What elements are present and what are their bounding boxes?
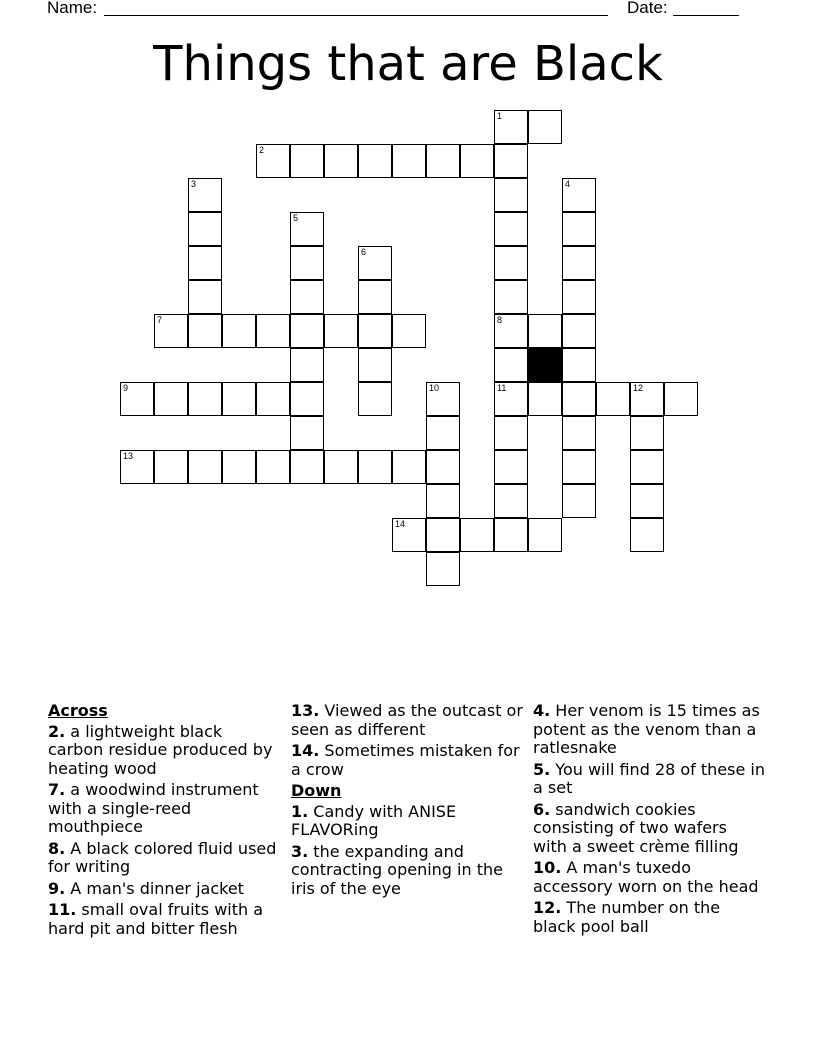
cell-number: 8: [497, 315, 503, 325]
clue-item: [533, 859, 765, 896]
grid-cell[interactable]: [188, 246, 222, 280]
grid-cell[interactable]: [154, 450, 188, 484]
grid-cell[interactable]: [562, 416, 596, 450]
grid-cell[interactable]: [630, 484, 664, 518]
grid-cell[interactable]: [222, 382, 256, 416]
grid-cell[interactable]: [324, 314, 358, 348]
cell-number: 3: [191, 179, 197, 189]
grid-cell[interactable]: [324, 144, 358, 178]
grid-cell[interactable]: [358, 314, 392, 348]
grid-cell[interactable]: [664, 382, 698, 416]
grid-cell[interactable]: [290, 314, 324, 348]
clue-text: a lightweight black carbon residue produced by heating wood: [48, 721, 273, 778]
cell-number: 11: [497, 383, 507, 393]
clue-number: 7.: [48, 780, 66, 799]
clue-number: 1.: [291, 801, 309, 821]
black-cell: [528, 348, 562, 382]
grid-cell[interactable]: [358, 280, 392, 314]
grid-cell[interactable]: [426, 144, 460, 178]
clue-item: [48, 880, 278, 899]
clue-item: [533, 702, 765, 758]
grid-cell[interactable]: [494, 212, 528, 246]
clue-item: [291, 702, 523, 739]
grid-cell[interactable]: [154, 314, 188, 348]
grid-cell[interactable]: [426, 382, 460, 416]
grid-cell[interactable]: [596, 382, 630, 416]
clue-number: 10.: [533, 858, 562, 877]
clue-number: 2.: [48, 721, 66, 741]
clue-text: a woodwind instrument with a single-reed mouthpiece: [48, 780, 259, 836]
grid-cell[interactable]: [358, 144, 392, 178]
grid-cell[interactable]: [562, 246, 596, 280]
clue-item: [533, 899, 765, 936]
grid-cell[interactable]: [494, 518, 528, 552]
name-label: Name:: [47, 0, 98, 17]
cell-number: 10: [429, 383, 440, 393]
clue-text: sandwich cookies consisting of two wafers with a sweet crème filling: [533, 799, 739, 856]
cell-number: 13: [123, 451, 134, 461]
grid-cell[interactable]: [290, 450, 324, 484]
grid-cell[interactable]: [494, 450, 528, 484]
grid-cell[interactable]: [426, 416, 460, 450]
grid-cell[interactable]: [290, 144, 324, 178]
clue-item: [48, 723, 278, 779]
grid-cell[interactable]: [562, 348, 596, 382]
down-clue-list: [291, 803, 523, 899]
clue-text: A man's dinner jacket: [65, 878, 244, 898]
grid-cell[interactable]: [528, 110, 562, 144]
clue-text: A black colored fluid used for writing: [48, 838, 277, 876]
grid-cell[interactable]: [562, 280, 596, 314]
grid-cell[interactable]: [392, 518, 426, 552]
grid-cell[interactable]: [120, 450, 154, 484]
grid-cell[interactable]: [188, 212, 222, 246]
grid-cell[interactable]: [426, 450, 460, 484]
grid-cell[interactable]: [188, 382, 222, 416]
clue-item: [48, 781, 278, 837]
grid-cell[interactable]: [494, 110, 528, 144]
grid-cell[interactable]: [630, 450, 664, 484]
grid-cell[interactable]: [528, 382, 562, 416]
grid-cell[interactable]: [562, 450, 596, 484]
date-label: Date:: [627, 0, 668, 17]
grid-cell[interactable]: [494, 348, 528, 382]
grid-cell[interactable]: [358, 246, 392, 280]
grid-cell[interactable]: [460, 518, 494, 552]
grid-cell[interactable]: [494, 280, 528, 314]
clue-number: 13.: [291, 701, 320, 720]
grid-cell[interactable]: [460, 144, 494, 178]
down-clue-list-continued: [533, 702, 765, 936]
grid-cell[interactable]: [256, 314, 290, 348]
grid-cell[interactable]: [358, 382, 392, 416]
grid-cell[interactable]: [392, 314, 426, 348]
grid-cell[interactable]: [494, 144, 528, 178]
across-heading: Across: [48, 701, 108, 720]
cell-number: 4: [565, 179, 571, 189]
grid-cell[interactable]: [562, 212, 596, 246]
grid-cell[interactable]: [630, 518, 664, 552]
clue-text: the expanding and contracting opening in the iris of the eye: [291, 841, 503, 898]
grid-cell[interactable]: [392, 144, 426, 178]
clue-number: 4.: [533, 701, 551, 720]
grid-cell[interactable]: [188, 178, 222, 212]
grid-cell[interactable]: [188, 450, 222, 484]
clue-column-3: [533, 702, 765, 939]
grid-cell[interactable]: [392, 450, 426, 484]
clue-item: [533, 761, 765, 798]
grid-cell[interactable]: [562, 382, 596, 416]
clue-number: 6.: [533, 799, 551, 819]
grid-cell[interactable]: [256, 144, 290, 178]
grid-cell[interactable]: [120, 382, 154, 416]
grid-cell[interactable]: [290, 212, 324, 246]
clue-number: 11.: [48, 900, 77, 919]
grid-cell[interactable]: [290, 280, 324, 314]
grid-cell[interactable]: [256, 450, 290, 484]
grid-cell[interactable]: [562, 178, 596, 212]
grid-cell[interactable]: [494, 246, 528, 280]
grid-cell[interactable]: [290, 382, 324, 416]
grid-cell[interactable]: [256, 382, 290, 416]
page-title: Things that are Black: [153, 36, 663, 92]
clue-text: You will find 28 of these in a set: [533, 759, 765, 797]
clue-item: [291, 843, 523, 899]
clue-text: Sometimes mistaken for a crow: [291, 741, 520, 779]
grid-cell[interactable]: [528, 314, 562, 348]
across-clue-list-continued: [291, 702, 523, 779]
clue-text: A man's tuxedo accessory worn on the head: [533, 858, 759, 896]
grid-cell[interactable]: [562, 314, 596, 348]
grid-cell[interactable]: [630, 382, 664, 416]
clue-number: 12.: [533, 898, 562, 917]
clue-item: [48, 840, 278, 877]
grid-cell[interactable]: [630, 416, 664, 450]
grid-cell[interactable]: [154, 382, 188, 416]
cell-number: 14: [395, 519, 406, 529]
clue-text: The number on the black pool ball: [533, 898, 721, 936]
clue-number: 8.: [48, 838, 66, 858]
cell-number: 12: [633, 383, 644, 393]
clue-item: [291, 742, 523, 779]
cell-number: 1: [497, 111, 503, 121]
cell-number: 7: [157, 315, 163, 325]
clue-number: 5.: [533, 759, 551, 779]
grid-cell[interactable]: [222, 450, 256, 484]
grid-cell[interactable]: [494, 382, 528, 416]
clue-number: 9.: [48, 878, 66, 898]
grid-cell[interactable]: [426, 552, 460, 586]
down-heading: Down: [291, 781, 342, 800]
clue-text: small oval fruits with a hard pit and bitter flesh: [48, 900, 264, 938]
clue-text: Her venom is 15 times as potent as the venom than a ratlesnake: [533, 701, 760, 757]
clue-number: 14.: [291, 741, 320, 760]
cell-number: 9: [123, 383, 129, 393]
grid-cell[interactable]: [290, 246, 324, 280]
clue-text: Candy with ANISE FLAVORing: [291, 801, 457, 839]
across-clue-list: [48, 723, 278, 939]
clue-column-1: [48, 702, 278, 941]
clue-item: [533, 801, 765, 857]
grid-cell[interactable]: [562, 484, 596, 518]
clue-item: [291, 803, 523, 840]
grid-cell[interactable]: [188, 280, 222, 314]
grid-cell[interactable]: [426, 484, 460, 518]
grid-cell[interactable]: [222, 314, 256, 348]
grid-cell[interactable]: [494, 314, 528, 348]
grid-cell[interactable]: [324, 450, 358, 484]
clue-item: [48, 901, 278, 938]
grid-cell[interactable]: [358, 348, 392, 382]
grid-cell[interactable]: [358, 450, 392, 484]
cell-number: 2: [259, 145, 265, 155]
grid-cell[interactable]: [528, 518, 562, 552]
grid-cell[interactable]: [290, 416, 324, 450]
clue-column-2: [291, 702, 523, 901]
grid-cell[interactable]: [494, 416, 528, 450]
grid-cell[interactable]: [290, 348, 324, 382]
grid-cell[interactable]: [494, 178, 528, 212]
grid-cell[interactable]: [188, 314, 222, 348]
cell-number: 6: [361, 247, 367, 257]
grid-cell[interactable]: [426, 518, 460, 552]
grid-cell[interactable]: [494, 484, 528, 518]
clue-text: Viewed as the outcast or seen as different: [291, 701, 523, 739]
cell-number: 5: [293, 213, 299, 223]
clue-number: 3.: [291, 841, 309, 861]
